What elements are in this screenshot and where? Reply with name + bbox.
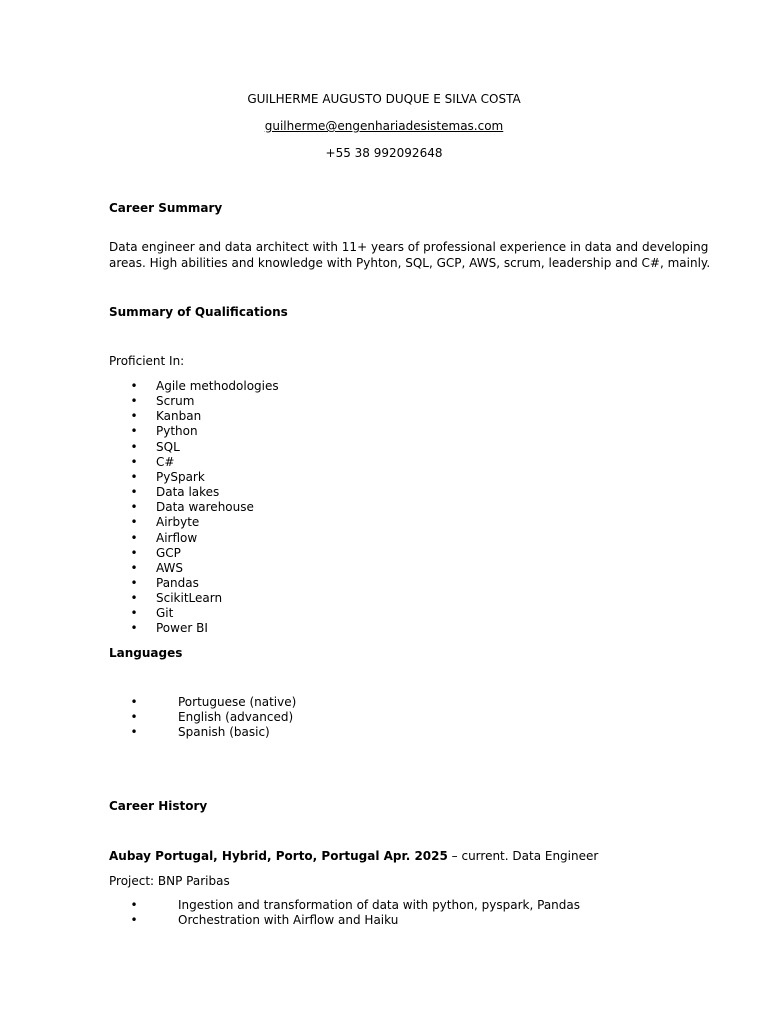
qualification-item: Agile methodologies [156, 379, 279, 393]
qualification-item: C# [156, 454, 175, 469]
bullet-marker: • [130, 530, 138, 545]
qualification-item: Python [156, 424, 198, 439]
language-item: Portuguese (native) [178, 695, 297, 709]
bullet-marker: • [130, 469, 138, 484]
email-text[interactable]: guilherme@engenhariadesistemas.com [264, 119, 504, 133]
candidate-name: GUILHERME AUGUSTO DUQUE E SILVA COSTA [247, 92, 521, 106]
job-role: – current. Data Engineer [447, 849, 599, 863]
bullet-marker: • [130, 424, 138, 439]
qualification-item: Power BI [156, 621, 208, 636]
bullet-marker: • [130, 591, 138, 606]
qualification-item: Airflow [156, 530, 198, 545]
bullet-marker: • [130, 725, 138, 739]
bullet-marker: • [130, 379, 138, 393]
bullet-marker: • [130, 439, 138, 454]
bullet-marker: • [130, 394, 138, 409]
language-item: Spanish (basic) [178, 725, 270, 739]
bullet-marker: • [130, 606, 138, 621]
job-duty-item: Ingestion and transformation of data with python, pyspark, Pandas [178, 898, 581, 912]
qualification-item: Git [156, 606, 174, 621]
bullet-marker: • [130, 913, 138, 927]
bullet-marker: • [130, 500, 138, 515]
qualification-item: Pandas [156, 575, 199, 590]
bullet-marker: • [130, 560, 138, 575]
language-item: English (advanced) [178, 710, 294, 724]
bullet-marker: • [130, 545, 138, 560]
bullet-marker: • [130, 575, 138, 590]
qualification-item: AWS [156, 560, 184, 575]
bullet-marker: • [130, 485, 138, 500]
proficient-in-label: Proficient In: [109, 354, 185, 368]
job-project: Project: BNP Paribas [109, 874, 230, 888]
bullet-marker: • [130, 710, 138, 724]
bullet-marker: • [130, 454, 138, 469]
bullet-marker: • [130, 898, 138, 912]
job-title-line [109, 849, 598, 864]
career-summary-line-1: Data engineer and data architect with 11+ years of professional experience in data and developing [109, 240, 709, 254]
career-summary-line-2: areas. High abilities and knowledge with Pyhton, SQL, GCP, AWS, scrum, leadership and C#, mainly. [109, 256, 711, 270]
qualification-item: PySpark [156, 469, 205, 484]
qualification-item: ScikitLearn [156, 591, 223, 606]
qualification-item: Kanban [156, 409, 202, 424]
job-company: Aubay Portugal, Hybrid, Porto, Portugal Apr. 2025 [109, 849, 448, 863]
languages-heading: Languages [109, 646, 183, 660]
career-summary-heading: Career Summary [109, 201, 223, 215]
phone-number: +55 38 992092648 [325, 146, 443, 160]
job-duty-item: Orchestration with Airflow and Haiku [178, 913, 399, 927]
bullet-marker: • [130, 621, 138, 636]
qualification-item: Data warehouse [156, 500, 254, 515]
email-link[interactable] [0, 119, 768, 134]
qualifications-heading: Summary of Qualifications [109, 305, 288, 319]
career-history-heading: Career History [109, 799, 208, 813]
bullet-marker: • [130, 409, 138, 424]
bullet-marker: • [130, 515, 138, 530]
qualification-item: GCP [156, 545, 181, 560]
bullet-marker: • [130, 695, 138, 709]
qualification-item: Airbyte [156, 515, 200, 530]
qualification-item: Scrum [156, 394, 195, 409]
qualification-item: Data lakes [156, 485, 220, 500]
qualification-item: SQL [156, 439, 180, 454]
